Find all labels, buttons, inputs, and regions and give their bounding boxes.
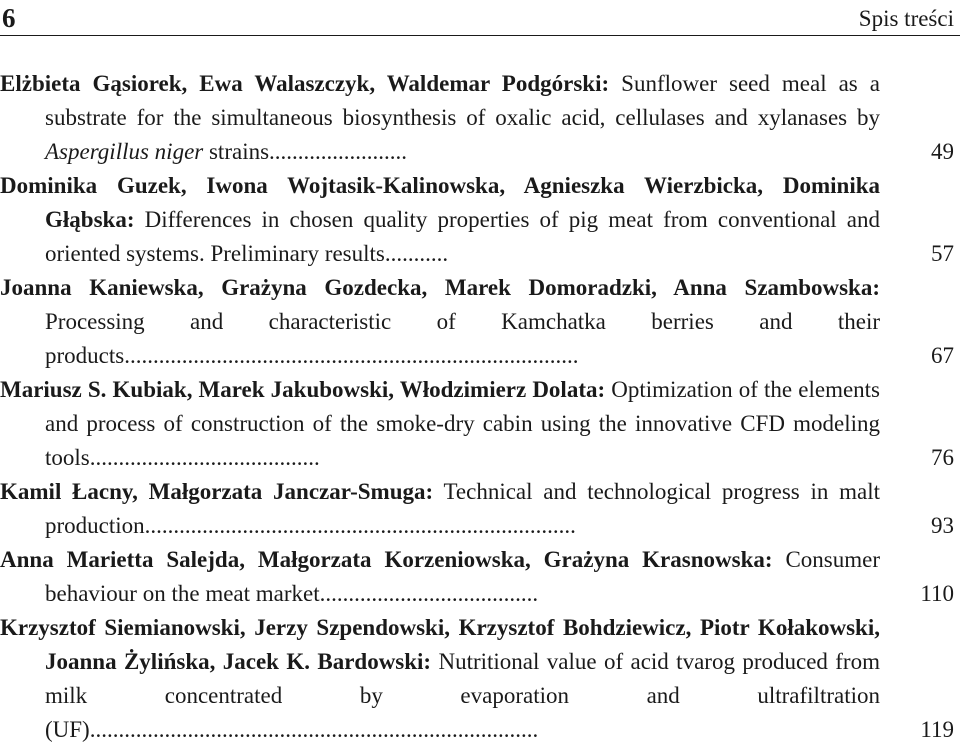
toc-entry [0, 373, 960, 475]
entry-title: Processing and characteristic of Kamchatka berries and their products [45, 309, 880, 368]
entry-page-number: 93 [931, 513, 954, 538]
toc-entry [0, 475, 960, 543]
entry-authors: Elżbieta Gąsiorek, Ewa Walaszczyk, Waldemar Podgórski: [0, 71, 610, 96]
toc-entry [0, 611, 960, 747]
entry-title: Differences in chosen quality properties of pig meat from conventional and oriented systems. Preliminary results [45, 207, 880, 266]
entry-authors: Joanna Kaniewska, Grażyna Gozdecka, Marek Domoradzki, Anna Szambowska: [0, 275, 880, 300]
dot-leader: ............................................................................... [124, 343, 579, 368]
entry-page-number: 76 [931, 445, 954, 470]
toc-entry [0, 169, 960, 271]
table-of-contents [0, 67, 960, 747]
dot-leader: .............................................................................. [89, 717, 539, 742]
entry-title: Nutritional value of acid tvarog produced from milk concentrated by evaporation and ultrafiltration (UF) [45, 649, 880, 742]
dot-leader: ........................ [269, 139, 408, 164]
dot-leader: ...................................... [319, 581, 539, 606]
entry-text [0, 611, 880, 747]
toc-entry [0, 271, 960, 373]
entry-page-number: 67 [931, 343, 954, 368]
running-head: Spis treści [858, 6, 954, 31]
entry-title-end: strains [203, 139, 270, 164]
entry-authors: Krzysztof Siemianowski, Jerzy Szpendowski, Krzysztof Bohdziewicz, Piotr Kołakowski, Joanna Żylińska, Jacek K. Bardowski: [0, 615, 880, 674]
entry-authors: Anna Marietta Salejda, Małgorzata Korzeniowska, Grażyna Krasnowska: [0, 547, 773, 572]
entry-authors: Kamil Łacny, Małgorzata Janczar-Smuga: [0, 479, 434, 504]
entry-text [0, 67, 880, 169]
entry-text [0, 373, 880, 475]
toc-entry [0, 67, 960, 169]
entry-title: Consumer behaviour on the meat market [45, 547, 880, 606]
entry-title: Sunflower seed meal as a substrate for the simultaneous biosynthesis of oxalic acid, cellulases and xylanases by [45, 71, 880, 130]
page-header [0, 0, 960, 40]
entry-text [0, 475, 880, 543]
entry-text [0, 169, 880, 271]
entry-authors: Mariusz S. Kubiak, Marek Jakubowski, Włodzimierz Dolata: [0, 377, 606, 402]
entry-page-number: 49 [931, 139, 954, 164]
entry-text [0, 271, 880, 373]
entry-title: Technical and technological progress in malt production [45, 479, 880, 538]
header-rule [0, 35, 960, 36]
dot-leader: ........................................................................... [144, 513, 576, 538]
entry-authors: Dominika Guzek, Iwona Wojtasik-Kalinowska, Agnieszka Wierzbicka, Dominika Głąbska: [0, 173, 880, 232]
entry-text [0, 543, 880, 611]
entry-page-number: 119 [920, 717, 954, 742]
page-number: 6 [2, 3, 16, 33]
entry-title: Optimization of the elements and process of construction of the smoke-dry cabin using the innovative CFD modeling tools [45, 377, 881, 470]
dot-leader: ........................................ [89, 445, 320, 470]
toc-entry [0, 543, 960, 611]
entry-page-number: 110 [920, 581, 954, 606]
entry-page-number: 57 [931, 241, 954, 266]
entry-title-italic: Aspergillus niger [45, 139, 204, 164]
dot-leader: ........... [384, 241, 449, 266]
